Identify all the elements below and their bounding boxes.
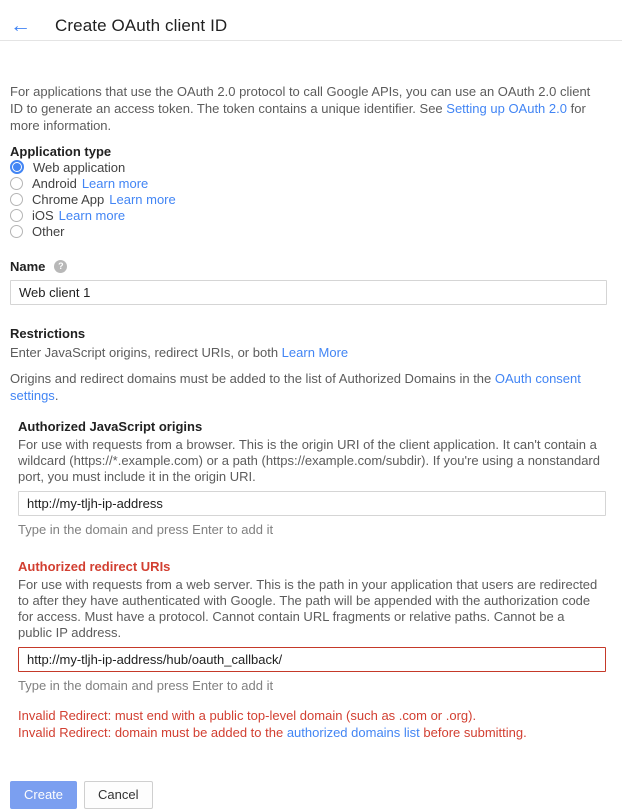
radio-icon[interactable]: [10, 193, 23, 206]
authorized-redirect-uris-heading: Authorized redirect URIs: [18, 559, 171, 574]
radio-option-ios[interactable]: [10, 207, 606, 223]
radio-option-label: Chrome App: [32, 191, 105, 207]
authorized-js-origins-description: For use with requests from a browser. This is the origin URI of the client application. It can't contain a wildcard (https://*.example.com) or a path (https://example.com/subdir). If you're using a nonstandard port, you must include it in the origin URI.: [18, 437, 600, 484]
form-footer: [0, 781, 622, 809]
authorized-js-origins-section: [18, 419, 606, 741]
radio-option-label: Web application: [33, 159, 126, 175]
learn-more-link[interactable]: Learn more: [58, 207, 126, 223]
authorized-js-origins-heading: Authorized JavaScript origins: [18, 419, 203, 434]
restrictions-line1: [10, 344, 606, 361]
restrictions-line1-text: Enter JavaScript origins, redirect URIs, or both: [10, 345, 282, 360]
application-type-label: Application type: [10, 144, 112, 159]
create-button[interactable]: Create: [10, 781, 77, 809]
error-message-domain-text: Invalid Redirect: domain must be added to the: [18, 725, 287, 740]
redirect-uri-input[interactable]: [18, 647, 606, 672]
learn-more-link[interactable]: Learn More: [281, 345, 349, 360]
page-header: [0, 0, 622, 41]
radio-icon[interactable]: [10, 225, 23, 238]
back-arrow-icon[interactable]: ←: [10, 13, 31, 37]
authorized-domains-list-link[interactable]: authorized domains list: [286, 725, 420, 740]
setting-up-oauth-link[interactable]: Setting up OAuth 2.0: [446, 101, 567, 116]
origins-hint: Type in the domain and press Enter to add it: [18, 522, 274, 537]
name-label: Name: [10, 259, 46, 274]
intro-text-before: For applications that use the OAuth 2.0 protocol to call Google APIs, you can use an OAuth 2.0 client ID to generate an access token. The token contains a unique identifier. See: [10, 84, 591, 116]
radio-icon[interactable]: [10, 177, 23, 190]
authorized-redirect-uris-description: For use with requests from a web server. This is the path in your application that users are redirected to after they have authenticated with Google. The path will be appended with the authorization code for access. Must have a protocol. Cannot contain URL fragments or relative paths. Cannot be a public IP address.: [18, 577, 598, 640]
intro-paragraph: [10, 83, 606, 134]
name-label-row: [10, 259, 606, 274]
origins-input[interactable]: [18, 491, 606, 516]
error-message-domain: [18, 724, 606, 741]
radio-option-other[interactable]: [10, 223, 606, 239]
error-message-tld: Invalid Redirect: must end with a public top-level domain (such as .com or .org).: [18, 708, 477, 723]
validation-errors: [18, 707, 606, 741]
restrictions-line2-period: .: [54, 388, 59, 403]
error-message-domain-tail: before submitting.: [419, 725, 527, 740]
radio-selected-icon[interactable]: [10, 160, 24, 174]
radio-option-label: Other: [32, 223, 65, 239]
learn-more-link[interactable]: Learn more: [81, 175, 149, 191]
form-content: [0, 83, 622, 741]
radio-option-web-application[interactable]: [10, 159, 606, 175]
restrictions-line2-text: Origins and redirect domains must be added to the list of Authorized Domains in the: [10, 371, 495, 386]
radio-option-android[interactable]: [10, 175, 606, 191]
page-title: Create OAuth client ID: [55, 15, 228, 35]
oauth-consent-settings-link[interactable]: OAuth consent settings: [10, 371, 581, 403]
restrictions-line2: [10, 370, 606, 404]
intro-text-after: for more information.: [10, 101, 586, 133]
radio-option-label: iOS: [32, 207, 54, 223]
learn-more-link[interactable]: Learn more: [109, 191, 176, 207]
radio-icon[interactable]: [10, 209, 23, 222]
restrictions-heading: Restrictions: [10, 326, 86, 341]
radio-option-chrome-app[interactable]: [10, 191, 606, 207]
cancel-button[interactable]: Cancel: [84, 781, 152, 809]
help-icon[interactable]: ?: [54, 260, 67, 273]
redirect-hint: Type in the domain and press Enter to add it: [18, 678, 274, 693]
client-name-input[interactable]: [10, 280, 607, 305]
radio-option-label: Android: [32, 175, 77, 191]
